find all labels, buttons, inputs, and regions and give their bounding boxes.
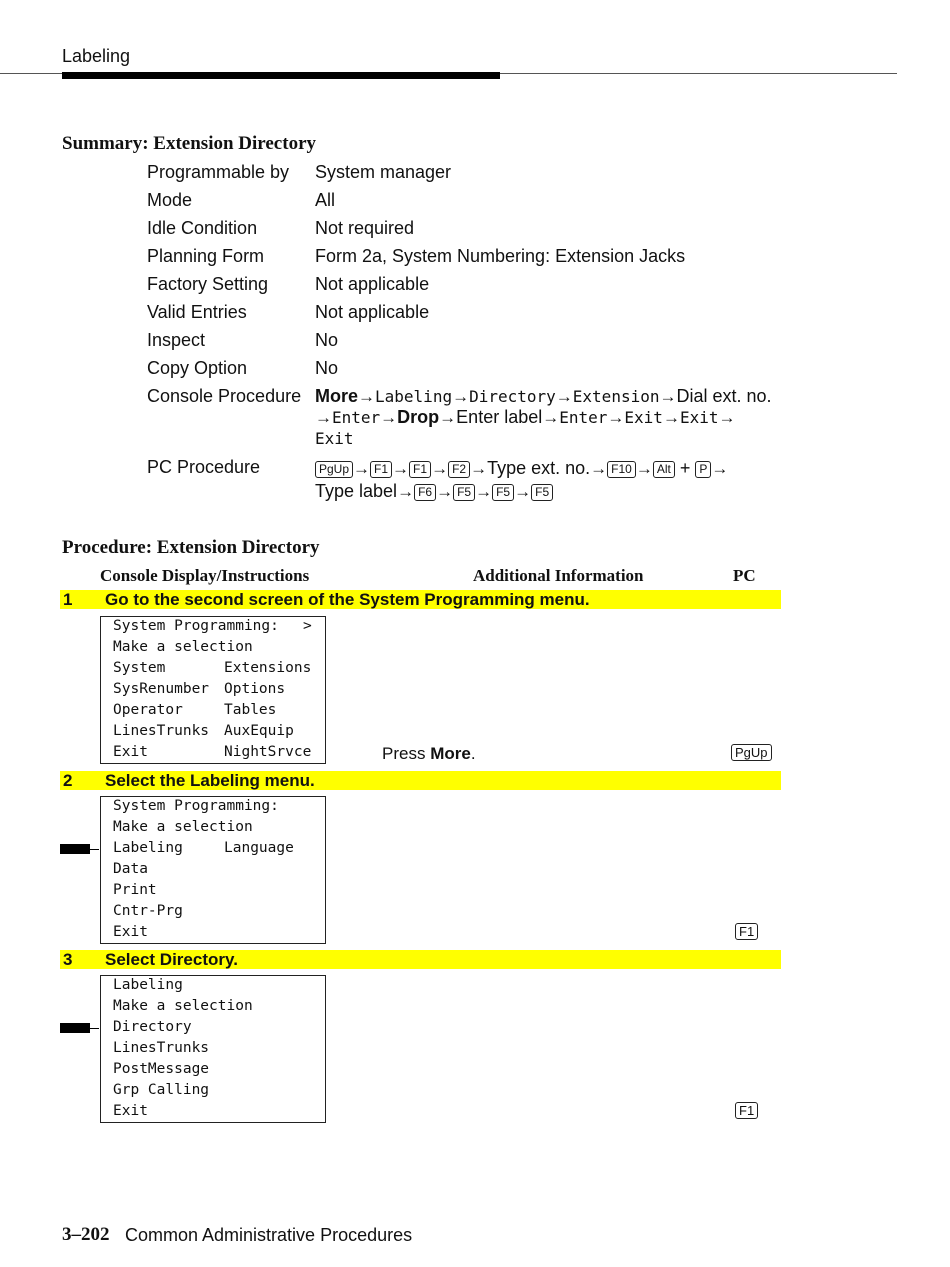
f1-key-icon: F1 [735, 1102, 758, 1119]
pc-procedure-label: PC Procedure [147, 457, 261, 477]
exit-keyword: Exit [624, 408, 663, 427]
screen-line [113, 660, 312, 676]
screen-text: Exit [113, 744, 148, 760]
screen-line [113, 639, 253, 655]
step-number: 1 [63, 590, 73, 609]
summary-value: System manager [315, 162, 452, 182]
summary-label: Planning Form [147, 246, 265, 266]
summary-value: Not applicable [315, 302, 430, 322]
screen-line [113, 1040, 209, 1056]
procedure-title: Procedure: Extension Directory [62, 537, 320, 558]
screen-line [113, 702, 277, 718]
screen-line [113, 924, 148, 940]
footer-section-title: Common Administrative Procedures [125, 1225, 413, 1245]
step-instruction: Select the Labeling menu. [105, 771, 315, 790]
pc-key-column [735, 923, 758, 942]
drop-keyword: Drop [397, 407, 440, 427]
f5-key-icon: F5 [492, 484, 514, 501]
arrow-icon: → [555, 387, 573, 406]
screen-text: Make a selection [113, 639, 253, 655]
screen-line [113, 840, 294, 856]
summary-label: Programmable by [147, 162, 290, 182]
arrow-icon: → [436, 482, 454, 501]
console-line-2 [315, 407, 785, 428]
step-1-bar [60, 590, 781, 609]
screen-text: Tables [224, 702, 277, 718]
screen-text: System Programming: [113, 618, 279, 634]
arrow-icon: → [711, 459, 729, 478]
screen-text: System [113, 660, 166, 676]
screen-line [113, 723, 294, 739]
arrow-icon: → [380, 408, 398, 427]
running-header: Labeling [62, 46, 131, 66]
pc-key-column [731, 744, 772, 763]
screen-text: Directory [113, 1019, 192, 1035]
enter-keyword: Enter [559, 408, 608, 427]
summary-value: Form 2a, System Numbering: Extension Jacks [315, 246, 686, 266]
enter-label-instruction: Enter label [456, 407, 543, 427]
screen-text: Print [113, 882, 157, 898]
screen-text: Exit [113, 924, 148, 940]
arrow-icon: → [662, 408, 680, 427]
f6-key-icon: F6 [414, 484, 436, 501]
screen-text: System Programming: [113, 798, 279, 814]
f2-key-icon: F2 [448, 461, 470, 478]
screen-text: Options [224, 681, 286, 697]
additional-info [382, 744, 476, 764]
screen-line [113, 977, 183, 993]
pgup-key-icon: PgUp [315, 461, 353, 478]
step-number: 3 [63, 950, 73, 969]
info-text: Press [382, 744, 431, 763]
console-procedure-sequence [315, 386, 785, 449]
arrow-icon: → [514, 482, 532, 501]
arrow-icon: → [439, 408, 457, 427]
plus-sign: + [679, 458, 691, 478]
screen-line [113, 1061, 209, 1077]
screen-text: Make a selection [113, 998, 253, 1014]
screen-text: NightSrvce [224, 744, 312, 760]
arrow-icon: → [542, 408, 560, 427]
type-ext-instruction: Type ext. no. [487, 458, 591, 478]
summary-label: Factory Setting [147, 274, 269, 294]
screen-line [113, 1082, 209, 1098]
arrow-icon: → [431, 459, 449, 478]
step-instruction: Go to the second screen of the System Programming menu. [105, 590, 590, 609]
summary-title: Summary: Extension Directory [62, 133, 317, 154]
arrow-icon: → [718, 408, 736, 427]
arrow-icon: → [590, 459, 608, 478]
screen-line [113, 681, 286, 697]
pointer-arrow-icon [60, 1023, 90, 1033]
summary-label: Inspect [147, 330, 206, 350]
screen-text: Labeling [113, 977, 183, 993]
step-instruction: Select Directory. [105, 950, 238, 969]
arrow-icon: → [452, 387, 470, 406]
screen-text: Make a selection [113, 819, 253, 835]
p-key-icon: P [695, 461, 711, 478]
alt-key-icon: Alt [653, 461, 675, 478]
step-3-bar [60, 950, 781, 969]
extension-keyword: Extension [572, 387, 660, 406]
pointer-arrow-icon [60, 844, 90, 854]
header-thick-rule [62, 72, 500, 79]
screen-text: SysRenumber [113, 681, 210, 697]
exit-keyword: Exit [679, 408, 719, 427]
page-number: 3–202 [62, 1224, 110, 1245]
arrow-icon: → [607, 408, 625, 427]
summary-label: Copy Option [147, 358, 248, 378]
summary-value: No [315, 330, 339, 350]
pc-line-2 [315, 480, 785, 503]
summary-value: No [315, 358, 339, 378]
labeling-keyword: Labeling [375, 387, 453, 406]
directory-keyword: Directory [469, 387, 556, 406]
arrow-icon: → [475, 482, 493, 501]
arrow-icon: → [358, 387, 376, 406]
arrow-icon: → [315, 408, 332, 427]
step-number: 2 [63, 771, 73, 790]
screen-text: Labeling [113, 840, 183, 856]
summary-value: Not applicable [315, 274, 430, 294]
arrow-icon: → [635, 459, 653, 478]
column-header-info: Additional Information [473, 566, 644, 585]
screen-text: Operator [113, 702, 183, 718]
f10-key-icon: F10 [607, 461, 636, 478]
screen-text: LinesTrunks [113, 723, 210, 739]
screen-text: Data [113, 861, 148, 877]
next-screen-indicator: > [303, 618, 312, 634]
arrow-icon: → [392, 459, 410, 478]
summary-label: Valid Entries [147, 302, 247, 322]
console-display-screen [100, 796, 326, 944]
console-display-screen [100, 975, 326, 1123]
screen-text: Language [224, 840, 294, 856]
console-line-1 [315, 386, 785, 407]
pc-line-1 [315, 457, 785, 480]
screen-line [113, 882, 157, 898]
column-header-pc: PC [733, 566, 756, 585]
column-header-console: Console Display/Instructions [100, 566, 310, 585]
screen-text: Cntr-Prg [113, 903, 183, 919]
info-text: . [470, 744, 476, 763]
pc-key-column [735, 1102, 758, 1121]
screen-line [113, 1103, 148, 1119]
dial-instruction: Dial ext. no. [676, 386, 772, 406]
f5-key-icon: F5 [453, 484, 475, 501]
console-procedure-label: Console Procedure [147, 386, 302, 406]
f1-key-icon: F1 [735, 923, 758, 940]
arrow-icon: → [397, 482, 415, 501]
step-2-bar [60, 771, 781, 790]
more-keyword: More [430, 744, 471, 763]
f5-key-icon: F5 [531, 484, 553, 501]
more-keyword: More [315, 386, 359, 406]
screen-text: AuxEquip [224, 723, 294, 739]
summary-value: Not required [315, 218, 415, 238]
screen-text: PostMessage [113, 1061, 210, 1077]
screen-text: Extensions [224, 660, 312, 676]
console-line-3 [315, 428, 785, 449]
screen-line [113, 744, 312, 760]
summary-label: Idle Condition [147, 218, 258, 238]
arrow-icon: → [470, 459, 488, 478]
arrow-icon: → [353, 459, 371, 478]
summary-value: All [315, 190, 336, 210]
screen-line [113, 998, 253, 1014]
type-label-instruction: Type label [315, 481, 398, 501]
screen-line [113, 618, 313, 634]
summary-label: Mode [147, 190, 193, 210]
screen-text: Exit [113, 1103, 148, 1119]
pc-procedure-sequence [315, 457, 785, 503]
exit-keyword: Exit [315, 429, 354, 448]
screen-line [113, 861, 148, 877]
pgup-key-icon: PgUp [731, 744, 772, 761]
screen-text: Grp Calling [113, 1082, 210, 1098]
screen-text: LinesTrunks [113, 1040, 210, 1056]
screen-line [113, 903, 183, 919]
screen-line [113, 819, 253, 835]
arrow-icon: → [659, 387, 677, 406]
enter-keyword: Enter [332, 408, 381, 427]
f1-key-icon: F1 [409, 461, 431, 478]
console-display-screen [100, 616, 326, 764]
f1-key-icon: F1 [370, 461, 392, 478]
screen-line [113, 1019, 192, 1035]
screen-line [113, 798, 279, 814]
